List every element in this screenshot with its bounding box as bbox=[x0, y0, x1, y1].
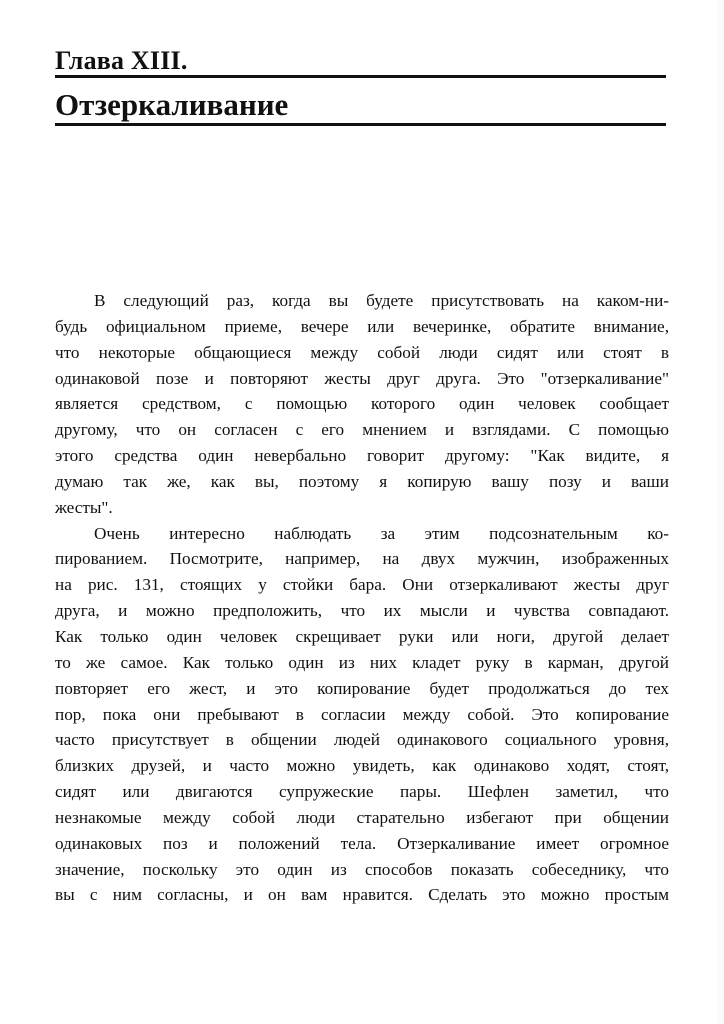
chapter-rule-bottom bbox=[55, 123, 666, 126]
text-line: что некоторые общающиеся между собой люди сидят или стоят в bbox=[55, 342, 669, 362]
text-line: жесты". bbox=[55, 497, 113, 517]
text-line: В следующий раз, когда вы будете присутствовать на каком-ни- bbox=[94, 291, 669, 310]
text-line: пор, пока они пребывают в согласии между собой. Это копирование bbox=[55, 704, 669, 724]
text-line: значение, поскольку это один из способов показать собеседнику, что bbox=[55, 859, 669, 879]
text-line: повторяет его жест, и это копирование будет продолжаться до тех bbox=[55, 678, 669, 698]
text-line: одинаковой позе и повторяют жесты друг друга. Это "отзеркаливание" bbox=[55, 368, 669, 388]
text-line: пированием. Посмотрите, например, на двух мужчин, изображенных bbox=[55, 549, 669, 569]
text-line: этого средства один невербально говорит другому: "Как видите, я bbox=[55, 446, 669, 466]
text-line: часто присутствует в общении людей одинакового социального уровня, bbox=[55, 730, 669, 750]
text-line: друга, и можно предположить, что их мысли и чувства совпадают. bbox=[55, 601, 669, 621]
text-line: думаю так же, как вы, поэтому я копирую вашу позу и ваши bbox=[55, 471, 669, 491]
text-line: одинаковых поз и положений тела. Отзеркаливание имеет огромное bbox=[55, 833, 669, 853]
paragraph-1 bbox=[55, 288, 669, 521]
text-line: Как только один человек скрещивает руки или ноги, другой делает bbox=[55, 626, 669, 646]
text-line: на рис. 131, стоящих у стойки бара. Они отзеркаливают жесты друг bbox=[55, 575, 669, 595]
page-edge bbox=[718, 0, 724, 1024]
text-line: то же самое. Как только один из них кладет руку в карман, другой bbox=[55, 652, 669, 672]
text-line: сидят или двигаются супружеские пары. Шефлен заметил, что bbox=[55, 782, 669, 802]
text-line: Очень интересно наблюдать за этим подсознательным ко- bbox=[94, 523, 669, 543]
text-line: будь официальном приеме, вечере или вечеринке, обратите внимание, bbox=[55, 316, 669, 336]
paragraph-2 bbox=[55, 521, 669, 909]
text-line: является средством, с помощью которого один человек сообщает bbox=[55, 394, 669, 414]
text-line: незнакомые между собой люди старательно избегают при общении bbox=[55, 807, 669, 827]
body-text bbox=[55, 288, 669, 908]
text-line: вы с ним согласны, и он вам нравится. Сделать это можно простым bbox=[55, 885, 669, 905]
chapter-rule-top bbox=[55, 75, 666, 78]
text-line: другому, что он согласен с его мнением и взглядами. С помощью bbox=[55, 420, 669, 440]
text-line: близких друзей, и часто можно увидеть, как одинаково ходят, стоят, bbox=[55, 756, 669, 776]
chapter-title: Отзеркаливание bbox=[55, 87, 289, 122]
chapter-label: Глава XIII. bbox=[55, 46, 188, 75]
